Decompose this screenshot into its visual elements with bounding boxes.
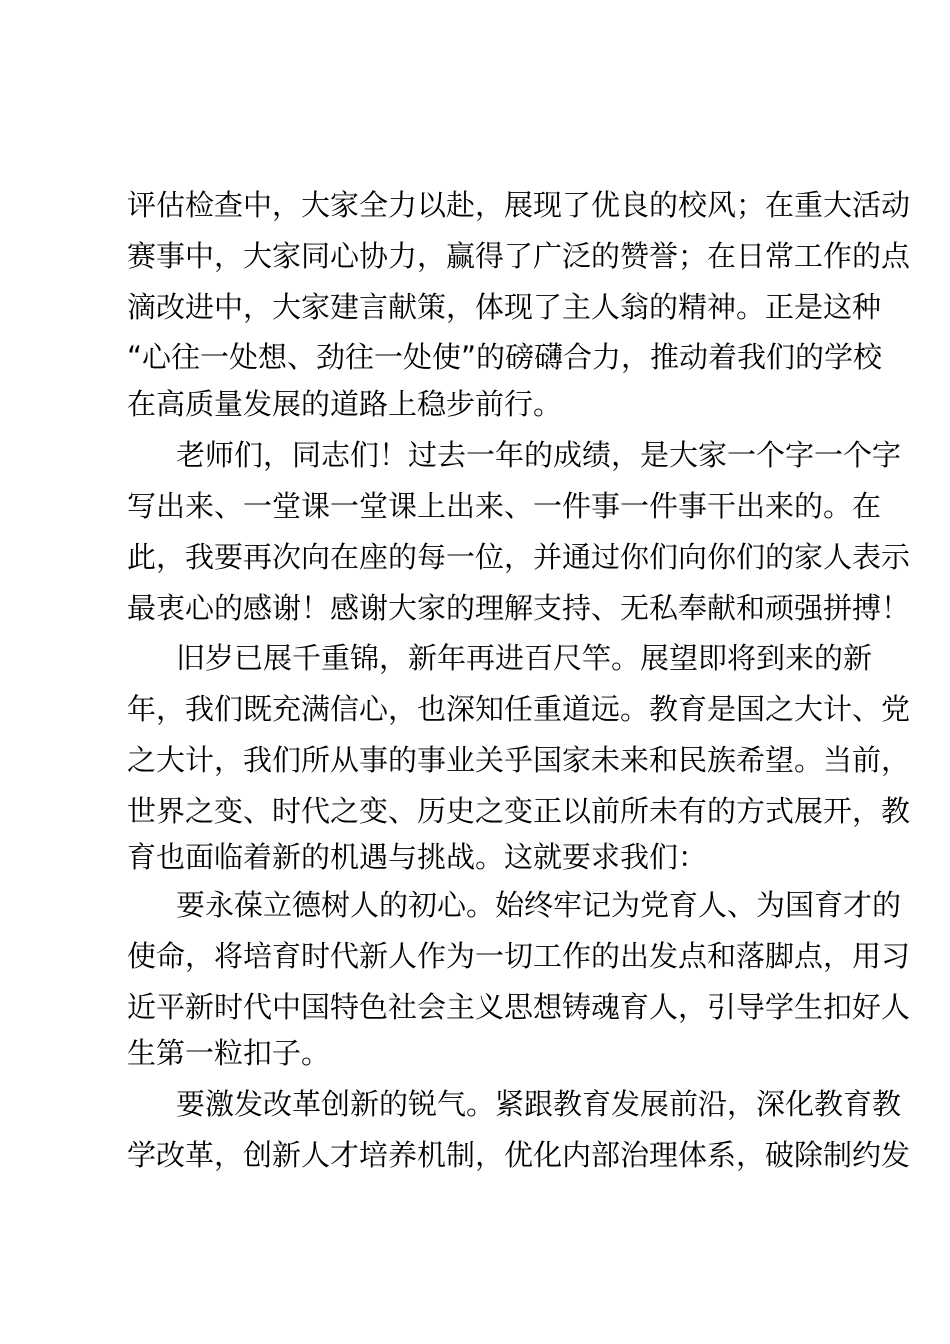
text-line: 最衷心的感谢！感谢大家的理解支持、无私奉献和顽强拼搏！ [127, 591, 911, 625]
text-line: 学改革，创新人才培养机制，优化内部治理体系，破除制约发 [127, 1138, 911, 1172]
text-line: 评估检查中，大家全力以赴，展现了优良的校风；在重大活动 [127, 188, 911, 222]
text-line: 老师们，同志们！过去一年的成绩，是大家一个字一个字 [176, 438, 902, 472]
text-line: 育也面临着新的机遇与挑战。这就要求我们： [127, 840, 708, 874]
text-line: 写出来、一堂课一堂课上出来、一件事一件事干出来的。在 [127, 489, 882, 523]
text-line: 世界之变、时代之变、历史之变正以前所未有的方式展开，教 [127, 794, 911, 828]
text-line: 赛事中，大家同心协力，赢得了广泛的赞誉；在日常工作的点 [127, 239, 911, 273]
text-line: 使命，将培育时代新人作为一切工作的出发点和落脚点，用习 [127, 939, 911, 973]
text-line: “心往一处想、劲往一处使”的磅礴合力，推动着我们的学校 [127, 340, 883, 374]
text-line: 在高质量发展的道路上稳步前行。 [127, 387, 563, 421]
text-line: 滴改进中，大家建言献策，体现了主人翁的精神。正是这种 [127, 290, 882, 324]
text-line: 近平新时代中国特色社会主义思想铸魂育人，引导学生扣好人 [127, 990, 911, 1024]
text-line: 生第一粒扣子。 [127, 1036, 331, 1070]
text-line: 要永葆立德树人的初心。始终牢记为党育人、为国育才的 [176, 888, 902, 922]
text-line: 此，我要再次向在座的每一位，并通过你们向你们的家人表示 [127, 540, 911, 574]
text-line: 年，我们既充满信心，也深知任重道远。教育是国之大计、党 [127, 692, 911, 726]
text-line: 之大计，我们所从事的事业关乎国家未来和民族希望。当前， [127, 743, 911, 777]
text-line: 要激发改革创新的锐气。紧跟教育发展前沿，深化教育教 [176, 1087, 902, 1121]
text-line: 旧岁已展千重锦，新年再进百尺竿。展望即将到来的新 [176, 641, 873, 675]
